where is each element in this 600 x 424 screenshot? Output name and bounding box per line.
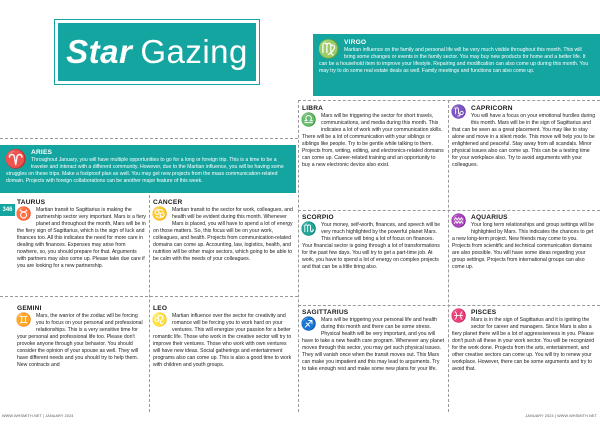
sign-name-libra: LIBRA xyxy=(302,105,324,112)
taurus-icon: ♉ xyxy=(15,206,33,221)
pisces-icon: ♓ xyxy=(450,308,468,323)
capricorn-icon: ♑ xyxy=(450,104,468,119)
magazine-title xyxy=(55,20,259,84)
sign-name-cancer: CANCER xyxy=(153,199,183,206)
panel-sagittarius xyxy=(302,309,445,412)
sign-text-taurus: Martian transit to Sagittarius is making the partnership sector very important. Mars is a fiery planet and throughout the month, Mars will be in the fiery sign of Sagittarius, which is the sign of luck and finances too. All this indicates the need for more care in dealing with finances. Expenses may arise from nowhere, so, you should prepare for that. Arguments with partners may also come up. Please take due care if you are looking for a new partnership. xyxy=(17,207,146,270)
libra-icon: ♎ xyxy=(300,112,318,127)
cut-line xyxy=(0,138,298,139)
page-number-tab: 346 xyxy=(0,204,15,216)
sign-name-scorpio: SCORPIO xyxy=(302,214,334,221)
scorpio-icon: ♏ xyxy=(300,221,318,236)
sign-text-aries: Throughout January, you will have multiple opportunities to go for a long or foreign trip. This is a time to be a traveler and interact with a different community. However, due to the Martian influence, you will be having some struggles on these trips. Make a foolproof plan as well. You may get new projects from the mass communication-related domain. Projects with foreign collaborations can be another major feature of this week. xyxy=(6,157,284,185)
panel-libra xyxy=(302,105,445,209)
aries-icon: ♈ xyxy=(4,149,28,169)
sign-text-aquarius: Your long term relationships and group settings will be highlighted by Mars. This indicates the chances to get a new long-term project. New friends may come to you. Projects from scientific and technical communication domains are also possible. You will have some ideas regarding your group settings. Projects from international groups can also come up. xyxy=(452,222,594,271)
virgo-icon: ♍ xyxy=(317,39,341,59)
panel-taurus xyxy=(17,199,147,295)
sign-text-libra: Mars will be triggering the sector for short travels, communications, and media during this month. This indicates a lot of work with your communication skills. There will be a lot of communication with your siblings or siblings like people. Try to be gentle while talking to them. Projects from, writing, editing, and electronics-related domains can come up. Career-related training and an opportunity to buy a new electronic device also exist. xyxy=(302,113,444,169)
sign-text-virgo: Martian influence on the family and personal life will be very much visible throughout this month. This will bring some changes or events in the family sector. You may buy new products for home and a better life. It can be a household item to improve your lifestyle. Repairing and modification can also come up during this month. You may try to do some real estate deals as well. Family meetings and functions can also come up. xyxy=(319,47,589,75)
sign-name-taurus: TAURUS xyxy=(17,199,46,206)
sign-text-leo: Martian influence over the sector for creativity and romance will be forcing you to work hard on your ventures. This will energize your passion for a better romantic life. Those who work in the creative sector will try to improve their ventures. Those who work with own ventures will have new ideas. Social gatherings and entertainment programs also can come up. This is also a good time to work with children and youth groups. xyxy=(153,313,292,369)
sign-name-gemini: GEMINI xyxy=(17,305,42,312)
sign-name-leo: LEO xyxy=(153,305,168,312)
sign-name-virgo: VIRGO xyxy=(344,39,367,46)
sign-text-capricorn: You will have a focus on your emotional hurdles during this month. Mars will be in the sign of Sagittarius and that can be seen as a great placement. You may like to stay alone and move in a silent mode. This move will help you to be enlightened and peaceful. Stay away from all scandals. Minor physical issues also can come up. This can be a testing time for your workplace also. Try to avoid arguments with your colleagues. xyxy=(452,113,596,169)
panel-scorpio xyxy=(302,214,445,304)
sign-text-cancer: Martian transit to the sector for work, colleagues, and health will be evident during this month. Whenever Mars is placed, you will have to spend a lot of energy on those matters. So, this focus will be on your work, colleagues, and health. Projects from communication-related domains can come up. Accounting, law, logistics, health, and nutrition will be other major sectors, which going to be able to be calm with the needs of your colleagues. xyxy=(153,207,293,263)
cut-line xyxy=(149,195,150,412)
gemini-icon: ♊ xyxy=(15,312,33,327)
sign-name-sagittarius: SAGITTARIUS xyxy=(302,309,349,316)
title-rest: Gazing xyxy=(140,33,248,70)
cancer-icon: ♋ xyxy=(151,206,169,221)
aquarius-icon: ♒ xyxy=(450,213,468,228)
sign-name-aries: ARIES xyxy=(31,149,53,156)
panel-gemini xyxy=(17,305,147,411)
panel-pisces xyxy=(452,309,597,412)
sign-name-aquarius: AQUARIUS xyxy=(471,214,508,221)
sign-text-sagittarius: Mars will be triggering your personal life and health during this month and there can be some stress. Physical health will be very important, and you will have to take a new health care program. Whenever any planet moves through this sector, you may get such physical issues. They will vanish once when the transit moves out. This Mars can make you impatient and this may lead to arguments. Try to take enough rest and make some new plans for your life. xyxy=(302,317,445,373)
leo-icon: ♌ xyxy=(151,312,169,327)
cut-line xyxy=(0,296,298,297)
panel-aquarius xyxy=(452,214,597,304)
footer-right: JANUARY 2024 | WWW.WHSMITH.NET xyxy=(525,414,597,418)
panel-cancer xyxy=(153,199,293,295)
cut-line xyxy=(298,210,600,211)
title-bold: Star xyxy=(66,33,133,70)
sign-name-capricorn: CAPRICORN xyxy=(471,105,513,112)
panel-capricorn xyxy=(452,105,597,209)
sign-text-scorpio: Your money, self-worth, finances, and speech will be very much highlighted by the powerful planet Mars. This influence will bring a lot of focus on finances. Your financial sector is going through a lot of transformations for the past few days. You will try to get a part-time job. At work, you have to spend a lot of energy on complex projects and that can be a little tiring also. xyxy=(302,222,441,271)
sagittarius-icon: ♐ xyxy=(300,316,318,331)
sign-text-pisces: Mars is in the sign of Sagittarius and it is igniting the sector for career and managers. Since Mars is also a fiery planet there will be a lot of aggressiveness in you. Please don't push all these in your work sector. You will be recognized for the work done. Projects from the arts, entertainment, and other creative sectors can come up. You will try to renew your workplace. However, there can be some arguments and try to avoid that. xyxy=(452,317,595,373)
cut-line xyxy=(298,100,600,101)
panel-leo xyxy=(153,305,293,411)
panel-aries xyxy=(0,145,296,193)
cut-line xyxy=(448,100,449,412)
footer-left: WWW.WHSMITH.NET | JANUARY 2024 xyxy=(2,414,74,418)
panel-virgo xyxy=(313,34,600,96)
sign-name-pisces: PISCES xyxy=(471,309,497,316)
sign-text-gemini: Mars, the warrior of the zodiac will be forcing you to focus on your personal and professional relationships. This is a very sensitive time for your personal and professional life too. Please don't provoke anyone through your behavior. You should consider the opinion of your spouse as well. They will have different needs and you should try to help them. New contracts and xyxy=(17,313,143,369)
cut-line xyxy=(298,100,299,412)
cut-line xyxy=(298,305,600,306)
